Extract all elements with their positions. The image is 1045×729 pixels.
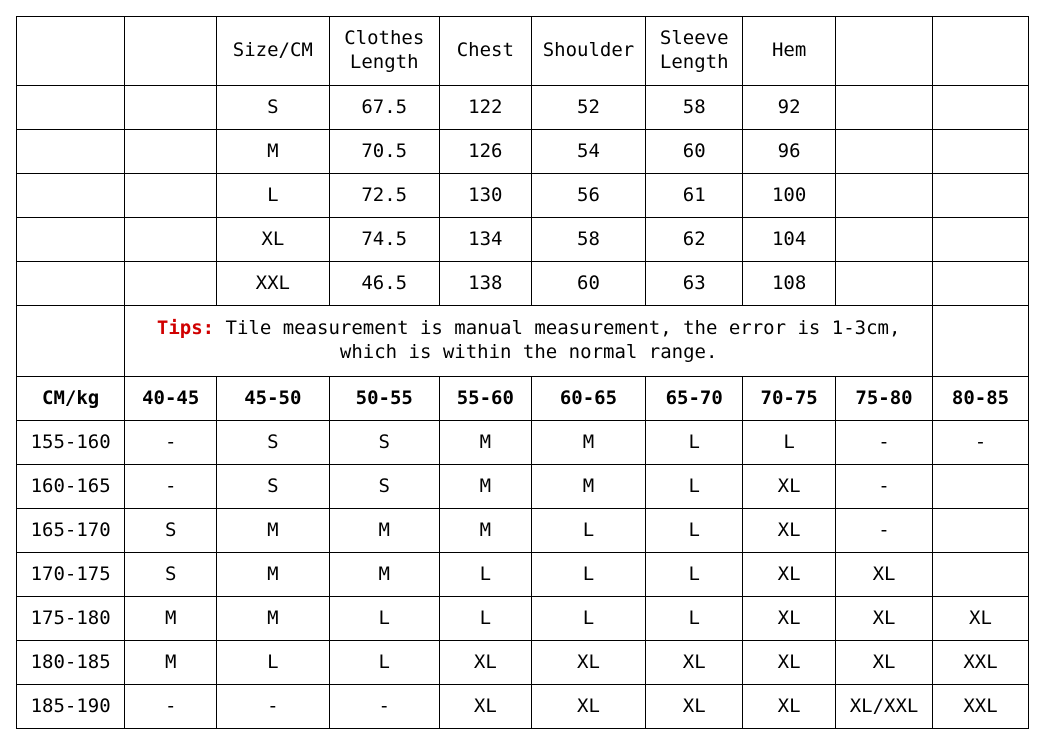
- tips-blank-right: [933, 306, 1029, 377]
- recommend-cell: M: [439, 509, 531, 553]
- size-chart-sheet: [16, 16, 1029, 717]
- spec-size: M: [217, 130, 329, 174]
- recommend-cell: [933, 509, 1029, 553]
- table-row: [17, 218, 1029, 262]
- spec-blank-right: [836, 174, 933, 218]
- tips-text: Tile measurement is manual measurement, the error is 1-3cm, which is within the normal range.: [214, 317, 901, 363]
- spec-blank-right2: [933, 174, 1029, 218]
- recommend-cell: XL: [743, 641, 836, 685]
- spec-size: XL: [217, 218, 329, 262]
- recommend-cell: XL: [836, 597, 933, 641]
- spec-blank-right2: [933, 130, 1029, 174]
- spec-shoulder: 52: [531, 86, 646, 130]
- recommend-weight-55-60: 55-60: [439, 377, 531, 421]
- recommend-height-label: 155-160: [17, 421, 125, 465]
- recommend-cell: L: [646, 597, 743, 641]
- spec-blank-right: [836, 86, 933, 130]
- spec-blank-right: [836, 218, 933, 262]
- spec-header-chest: Chest: [439, 17, 531, 86]
- recommend-cell: -: [125, 421, 217, 465]
- recommend-height-label: 170-175: [17, 553, 125, 597]
- table-row: [17, 465, 1029, 509]
- recommend-cell: XL: [836, 641, 933, 685]
- table-row: [17, 597, 1029, 641]
- table-row: [17, 421, 1029, 465]
- recommend-cell: XL: [646, 685, 743, 729]
- recommend-cell: S: [329, 421, 439, 465]
- spec-blank-left2: [125, 218, 217, 262]
- recommend-cell: -: [125, 685, 217, 729]
- spec-hem: 100: [743, 174, 836, 218]
- recommend-cell: M: [125, 641, 217, 685]
- recommend-cell: L: [743, 421, 836, 465]
- recommend-height-label: 165-170: [17, 509, 125, 553]
- recommend-cell: L: [531, 597, 646, 641]
- spec-clothes-length: 67.5: [329, 86, 439, 130]
- recommend-cell: S: [329, 465, 439, 509]
- recommend-cell: XL: [439, 685, 531, 729]
- recommend-height-label: 160-165: [17, 465, 125, 509]
- recommend-cell: L: [646, 553, 743, 597]
- recommend-cell: XL: [439, 641, 531, 685]
- recommend-cell: -: [836, 421, 933, 465]
- spec-blank-left2: [125, 262, 217, 306]
- recommend-height-label: 180-185: [17, 641, 125, 685]
- spec-sleeve-length: 58: [646, 86, 743, 130]
- recommend-cell: -: [836, 465, 933, 509]
- spec-blank-left: [17, 262, 125, 306]
- recommend-cell: M: [329, 553, 439, 597]
- spec-header-row: [17, 17, 1029, 86]
- recommend-header-row: [17, 377, 1029, 421]
- spec-header-blank-0: [17, 17, 125, 86]
- spec-blank-left2: [125, 130, 217, 174]
- table-row: [17, 641, 1029, 685]
- recommend-cell: M: [217, 509, 329, 553]
- recommend-cell: L: [217, 641, 329, 685]
- spec-header-shoulder: Shoulder: [531, 17, 646, 86]
- recommend-cell: XL: [743, 509, 836, 553]
- recommend-cell: XL: [743, 597, 836, 641]
- spec-blank-right: [836, 262, 933, 306]
- recommend-cell: M: [439, 421, 531, 465]
- spec-chest: 126: [439, 130, 531, 174]
- spec-sleeve-length: 60: [646, 130, 743, 174]
- table-row: [17, 86, 1029, 130]
- recommend-cell: L: [531, 553, 646, 597]
- recommend-cell: S: [217, 465, 329, 509]
- spec-size: L: [217, 174, 329, 218]
- spec-chest: 138: [439, 262, 531, 306]
- recommend-cell: XL: [743, 465, 836, 509]
- tips-label: Tips:: [156, 317, 215, 340]
- spec-chest: 122: [439, 86, 531, 130]
- spec-blank-right2: [933, 262, 1029, 306]
- recommend-cell: -: [933, 421, 1029, 465]
- recommend-weight-65-70: 65-70: [646, 377, 743, 421]
- recommend-cell: -: [329, 685, 439, 729]
- spec-header-size: Size/CM: [217, 17, 329, 86]
- table-row: [17, 130, 1029, 174]
- recommend-cell: M: [329, 509, 439, 553]
- recommend-cell: XL: [646, 641, 743, 685]
- recommend-cell: XL: [531, 685, 646, 729]
- recommend-cell: XL/XXL: [836, 685, 933, 729]
- spec-blank-left: [17, 130, 125, 174]
- spec-blank-left2: [125, 86, 217, 130]
- spec-hem: 104: [743, 218, 836, 262]
- spec-header-sleeve-length: Sleeve Length: [646, 17, 743, 86]
- spec-shoulder: 58: [531, 218, 646, 262]
- spec-sleeve-length: 62: [646, 218, 743, 262]
- recommend-cell: XXL: [933, 641, 1029, 685]
- recommend-cell: -: [836, 509, 933, 553]
- spec-header-clothes-length: Clothes Length: [329, 17, 439, 86]
- recommend-cell: L: [439, 553, 531, 597]
- spec-header-blank-9: [933, 17, 1029, 86]
- tips-blank-left: [17, 306, 125, 377]
- spec-blank-left: [17, 86, 125, 130]
- spec-blank-right2: [933, 86, 1029, 130]
- table-row: [17, 685, 1029, 729]
- recommend-weight-80-85: 80-85: [933, 377, 1029, 421]
- spec-header-blank-8: [836, 17, 933, 86]
- spec-sleeve-length: 61: [646, 174, 743, 218]
- spec-shoulder: 56: [531, 174, 646, 218]
- spec-shoulder: 60: [531, 262, 646, 306]
- spec-size: S: [217, 86, 329, 130]
- spec-hem: 108: [743, 262, 836, 306]
- spec-shoulder: 54: [531, 130, 646, 174]
- tips-note: [125, 306, 933, 377]
- recommend-weight-75-80: 75-80: [836, 377, 933, 421]
- recommend-weight-60-65: 60-65: [531, 377, 646, 421]
- recommend-cell: L: [329, 597, 439, 641]
- recommend-cell: L: [329, 641, 439, 685]
- spec-header-blank-1: [125, 17, 217, 86]
- recommend-weight-70-75: 70-75: [743, 377, 836, 421]
- recommend-cell: XL: [743, 685, 836, 729]
- spec-hem: 92: [743, 86, 836, 130]
- spec-blank-left: [17, 218, 125, 262]
- recommend-cell: [933, 553, 1029, 597]
- recommend-cell: S: [217, 421, 329, 465]
- recommend-cell: XL: [743, 553, 836, 597]
- recommend-weight-50-55: 50-55: [329, 377, 439, 421]
- recommend-cell: [933, 465, 1029, 509]
- spec-clothes-length: 70.5: [329, 130, 439, 174]
- recommend-height-label: 175-180: [17, 597, 125, 641]
- recommend-cell: S: [125, 553, 217, 597]
- recommend-cell: L: [646, 509, 743, 553]
- recommend-cell: M: [531, 465, 646, 509]
- recommend-cell: M: [217, 553, 329, 597]
- recommend-cell: M: [531, 421, 646, 465]
- spec-clothes-length: 72.5: [329, 174, 439, 218]
- spec-clothes-length: 46.5: [329, 262, 439, 306]
- spec-header-hem: Hem: [743, 17, 836, 86]
- recommend-cell: -: [125, 465, 217, 509]
- recommend-height-label: 185-190: [17, 685, 125, 729]
- table-row: [17, 174, 1029, 218]
- recommend-cell: XXL: [933, 685, 1029, 729]
- spec-chest: 134: [439, 218, 531, 262]
- tips-row: [17, 306, 1029, 377]
- recommend-cell: -: [217, 685, 329, 729]
- spec-hem: 96: [743, 130, 836, 174]
- spec-chest: 130: [439, 174, 531, 218]
- table-row: [17, 509, 1029, 553]
- recommend-weight-40-45: 40-45: [125, 377, 217, 421]
- recommend-cell: XL: [933, 597, 1029, 641]
- recommend-cell: XL: [531, 641, 646, 685]
- spec-blank-left: [17, 174, 125, 218]
- table-row: [17, 262, 1029, 306]
- recommend-cell: L: [439, 597, 531, 641]
- spec-blank-right: [836, 130, 933, 174]
- recommend-cell: L: [646, 421, 743, 465]
- recommend-cell: L: [646, 465, 743, 509]
- recommend-weight-45-50: 45-50: [217, 377, 329, 421]
- spec-blank-right2: [933, 218, 1029, 262]
- spec-size: XXL: [217, 262, 329, 306]
- recommend-cell: M: [125, 597, 217, 641]
- spec-blank-left2: [125, 174, 217, 218]
- table-row: [17, 553, 1029, 597]
- recommend-cell: M: [439, 465, 531, 509]
- size-chart-table: [16, 16, 1029, 729]
- spec-sleeve-length: 63: [646, 262, 743, 306]
- spec-clothes-length: 74.5: [329, 218, 439, 262]
- recommend-cell: XL: [836, 553, 933, 597]
- recommend-cell: L: [531, 509, 646, 553]
- recommend-cell: S: [125, 509, 217, 553]
- recommend-corner-label: CM/kg: [17, 377, 125, 421]
- recommend-cell: M: [217, 597, 329, 641]
